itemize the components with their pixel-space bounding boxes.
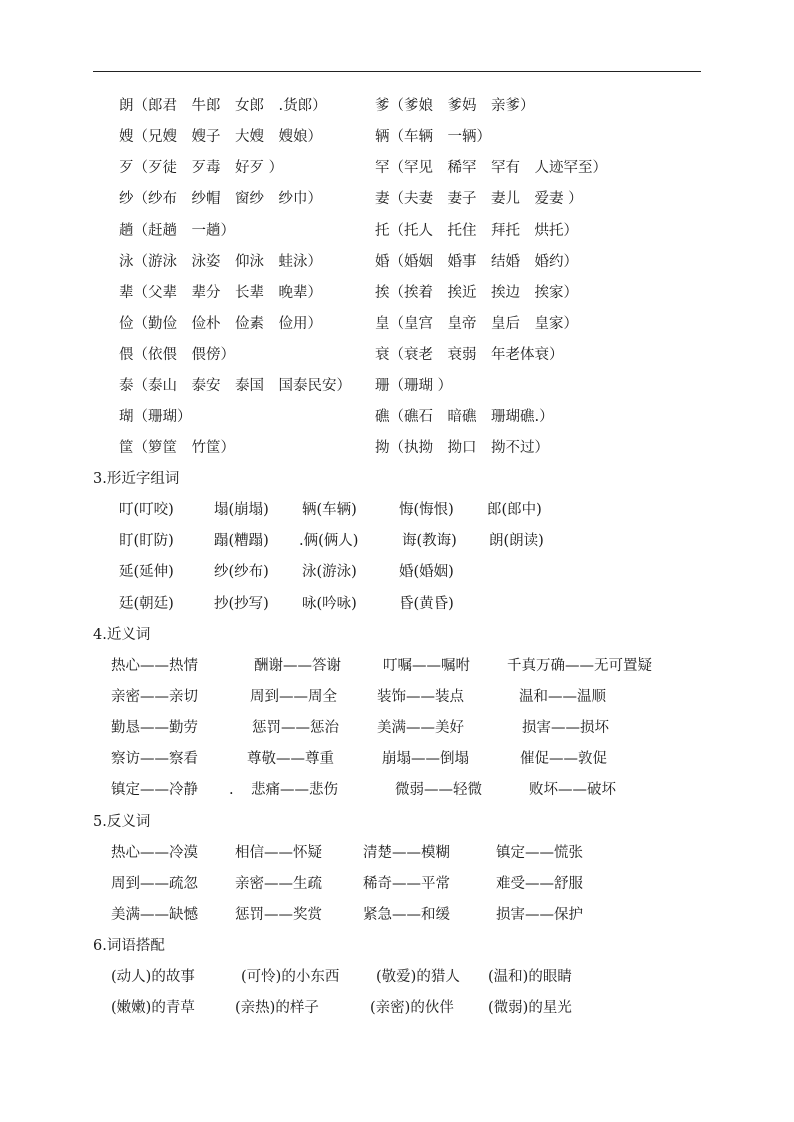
synonym-pair: 败坏——破坏 [529, 782, 616, 798]
synonym-pair: 损害——损坏 [522, 720, 609, 736]
similar-char-pair: 诲(教诲) [402, 533, 457, 549]
synonym-pair: 察访——察看 [111, 751, 198, 767]
section-heading-3: 3.形近字组词 [93, 471, 180, 487]
collocation-item: (亲密)的伙伴 [370, 1000, 454, 1016]
similar-char-pair: 蹋(糟蹋) [214, 533, 269, 549]
collocation-item: (温和)的眼睛 [488, 969, 572, 985]
word-group-left: 泳（游泳 泳姿 仰泳 蛙泳） [119, 254, 322, 270]
similar-char-pair: 廷(朝廷) [119, 596, 174, 612]
antonym-pair: 惩罚——奖赏 [235, 907, 322, 923]
synonym-pair: 装饰——装点 [377, 689, 464, 705]
similar-char-pair: 辆(车辆) [302, 502, 357, 518]
similar-char-pair: .俩(俩人) [299, 533, 359, 549]
synonym-pair: 亲密——亲切 [111, 689, 198, 705]
word-group-right: 罕（罕见 稀罕 罕有 人迹罕至） [375, 160, 607, 176]
synonym-pair: 热心——热情 [111, 658, 198, 674]
similar-char-pair: 泳(游泳) [302, 564, 357, 580]
synonym-pair: 镇定——冷静 [111, 782, 198, 798]
synonym-pair: 酬谢——答谢 [254, 658, 341, 674]
word-group-left: 瑚（珊瑚） [119, 409, 192, 425]
similar-char-pair: 塌(崩塌) [214, 502, 269, 518]
word-group-left: 辈（父辈 辈分 长辈 晚辈） [119, 285, 322, 301]
antonym-pair: 稀奇——平常 [363, 876, 450, 892]
word-group-left: 趟（赶趟 一趟） [119, 223, 235, 239]
antonym-pair: 周到——疏忽 [111, 876, 198, 892]
stray-dot: . [229, 782, 234, 798]
word-group-left: 朗（郎君 牛郎 女郎 .货郎） [119, 98, 327, 114]
word-group-left: 偎（依偎 偎傍） [119, 347, 235, 363]
top-rule [93, 71, 701, 72]
synonym-pair: 美满——美好 [377, 720, 464, 736]
word-group-right: 爹（爹娘 爹妈 亲爹） [375, 98, 535, 114]
synonym-pair: 悲痛——悲伤 [251, 782, 338, 798]
collocation-item: (动人)的故事 [111, 969, 195, 985]
synonym-pair: 催促——敦促 [520, 751, 607, 767]
similar-char-pair: 纱(纱布) [214, 564, 269, 580]
collocation-item: (嫩嫩)的青草 [111, 1000, 195, 1016]
word-group-right: 衰（衰老 衰弱 年老体衰） [375, 347, 564, 363]
synonym-pair: 勤恳——勤劳 [111, 720, 198, 736]
section-heading-6: 6.词语搭配 [93, 938, 165, 954]
similar-char-pair: 延(延伸) [119, 564, 174, 580]
antonym-pair: 紧急——和缓 [363, 907, 450, 923]
word-group-left: 纱（纱布 纱帽 窗纱 纱巾） [119, 191, 322, 207]
antonym-pair: 清楚——模糊 [363, 845, 450, 861]
similar-char-pair: 咏(吟咏) [302, 596, 357, 612]
antonym-pair: 相信——怀疑 [235, 845, 322, 861]
antonym-pair: 难受——舒服 [496, 876, 583, 892]
word-group-right: 托（托人 托住 拜托 烘托） [375, 223, 578, 239]
word-group-right: 皇（皇宫 皇帝 皇后 皇家） [375, 316, 578, 332]
word-group-left: 嫂（兄嫂 嫂子 大嫂 嫂娘） [119, 129, 322, 145]
section-heading-4: 4.近义词 [93, 627, 151, 643]
word-group-left: 泰（泰山 泰安 泰国 国泰民安） [119, 378, 351, 394]
synonym-pair: 千真万确——无可置疑 [507, 658, 652, 674]
synonym-pair: 叮嘱——嘱咐 [383, 658, 470, 674]
word-group-right: 妻（夫妻 妻子 妻儿 爱妻 ） [375, 191, 583, 207]
antonym-pair: 美满——缺憾 [111, 907, 198, 923]
similar-char-pair: 昏(黄昏) [399, 596, 454, 612]
synonym-pair: 温和——温顺 [519, 689, 606, 705]
synonym-pair: 惩罚——惩治 [252, 720, 339, 736]
similar-char-pair: 盯(盯防) [119, 533, 174, 549]
antonym-pair: 亲密——生疏 [235, 876, 322, 892]
collocation-item: (可怜)的小东西 [241, 969, 340, 985]
similar-char-pair: 朗(朗读) [489, 533, 544, 549]
word-group-left: 筐（箩筐 竹筐） [119, 440, 235, 456]
collocation-item: (微弱)的星光 [488, 1000, 572, 1016]
synonym-pair: 尊敬——尊重 [247, 751, 334, 767]
antonym-pair: 损害——保护 [496, 907, 583, 923]
section-heading-5: 5.反义词 [93, 814, 151, 830]
synonym-pair: 微弱——轻微 [395, 782, 482, 798]
similar-char-pair: 悔(悔恨) [399, 502, 454, 518]
word-group-right: 珊（珊瑚 ） [375, 378, 453, 394]
similar-char-pair: 婚(婚姻) [399, 564, 454, 580]
similar-char-pair: 抄(抄写) [214, 596, 269, 612]
word-group-right: 拗（执拗 拗口 拗不过） [375, 440, 549, 456]
antonym-pair: 镇定——慌张 [496, 845, 583, 861]
synonym-pair: 周到——周全 [250, 689, 337, 705]
collocation-item: (亲热)的样子 [235, 1000, 319, 1016]
word-group-left: 俭（勤俭 俭朴 俭素 俭用） [119, 316, 322, 332]
word-group-right: 辆（车辆 一辆） [375, 129, 491, 145]
antonym-pair: 热心——冷漠 [111, 845, 198, 861]
word-group-right: 礁（礁石 暗礁 珊瑚礁.） [375, 409, 554, 425]
word-group-left: 歹（歹徒 歹毒 好歹 ） [119, 160, 284, 176]
word-group-right: 婚（婚姻 婚事 结婚 婚约） [375, 254, 578, 270]
word-group-right: 挨（挨着 挨近 挨边 挨家） [375, 285, 578, 301]
similar-char-pair: 叮(叮咬) [119, 502, 174, 518]
collocation-item: (敬爱)的猎人 [376, 969, 460, 985]
similar-char-pair: 郎(郎中) [487, 502, 542, 518]
synonym-pair: 崩塌——倒塌 [382, 751, 469, 767]
